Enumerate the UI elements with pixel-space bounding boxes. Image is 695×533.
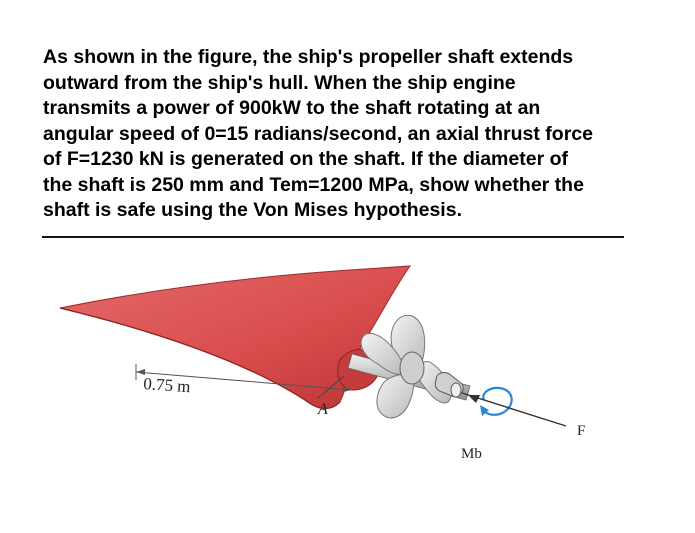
force-label: F xyxy=(577,423,586,439)
problem-line-5: of F=1230 kN is generated on the shaft. If the diameter of xyxy=(43,148,568,170)
thrust-force-arrowhead xyxy=(468,395,480,403)
problem-line-3: transmits a power of 900kW to the shaft rotating at an xyxy=(43,97,541,119)
propeller-shaft-figure xyxy=(0,250,695,510)
propeller-hub xyxy=(400,352,424,384)
problem-line-7: shaft is safe using the Von Mises hypothesis. xyxy=(43,199,462,221)
moment-label: Mb xyxy=(461,446,482,462)
problem-line-4: angular speed of 0=15 radians/second, an axial thrust force xyxy=(43,122,593,145)
dimension-label: 0.75 m xyxy=(142,374,192,397)
point-a-label: A xyxy=(318,401,328,418)
problem-statement xyxy=(43,45,643,224)
problem-line-6: the shaft is 250 mm and Tem=1200 MPa, show whether the xyxy=(43,173,584,196)
divider-line xyxy=(42,236,624,238)
shaft-end xyxy=(451,383,461,397)
problem-line-1: As shown in the figure, the ship's propeller shaft extends xyxy=(43,46,574,68)
problem-line-2: outward from the ship's hull. When the ship engine xyxy=(43,71,516,94)
